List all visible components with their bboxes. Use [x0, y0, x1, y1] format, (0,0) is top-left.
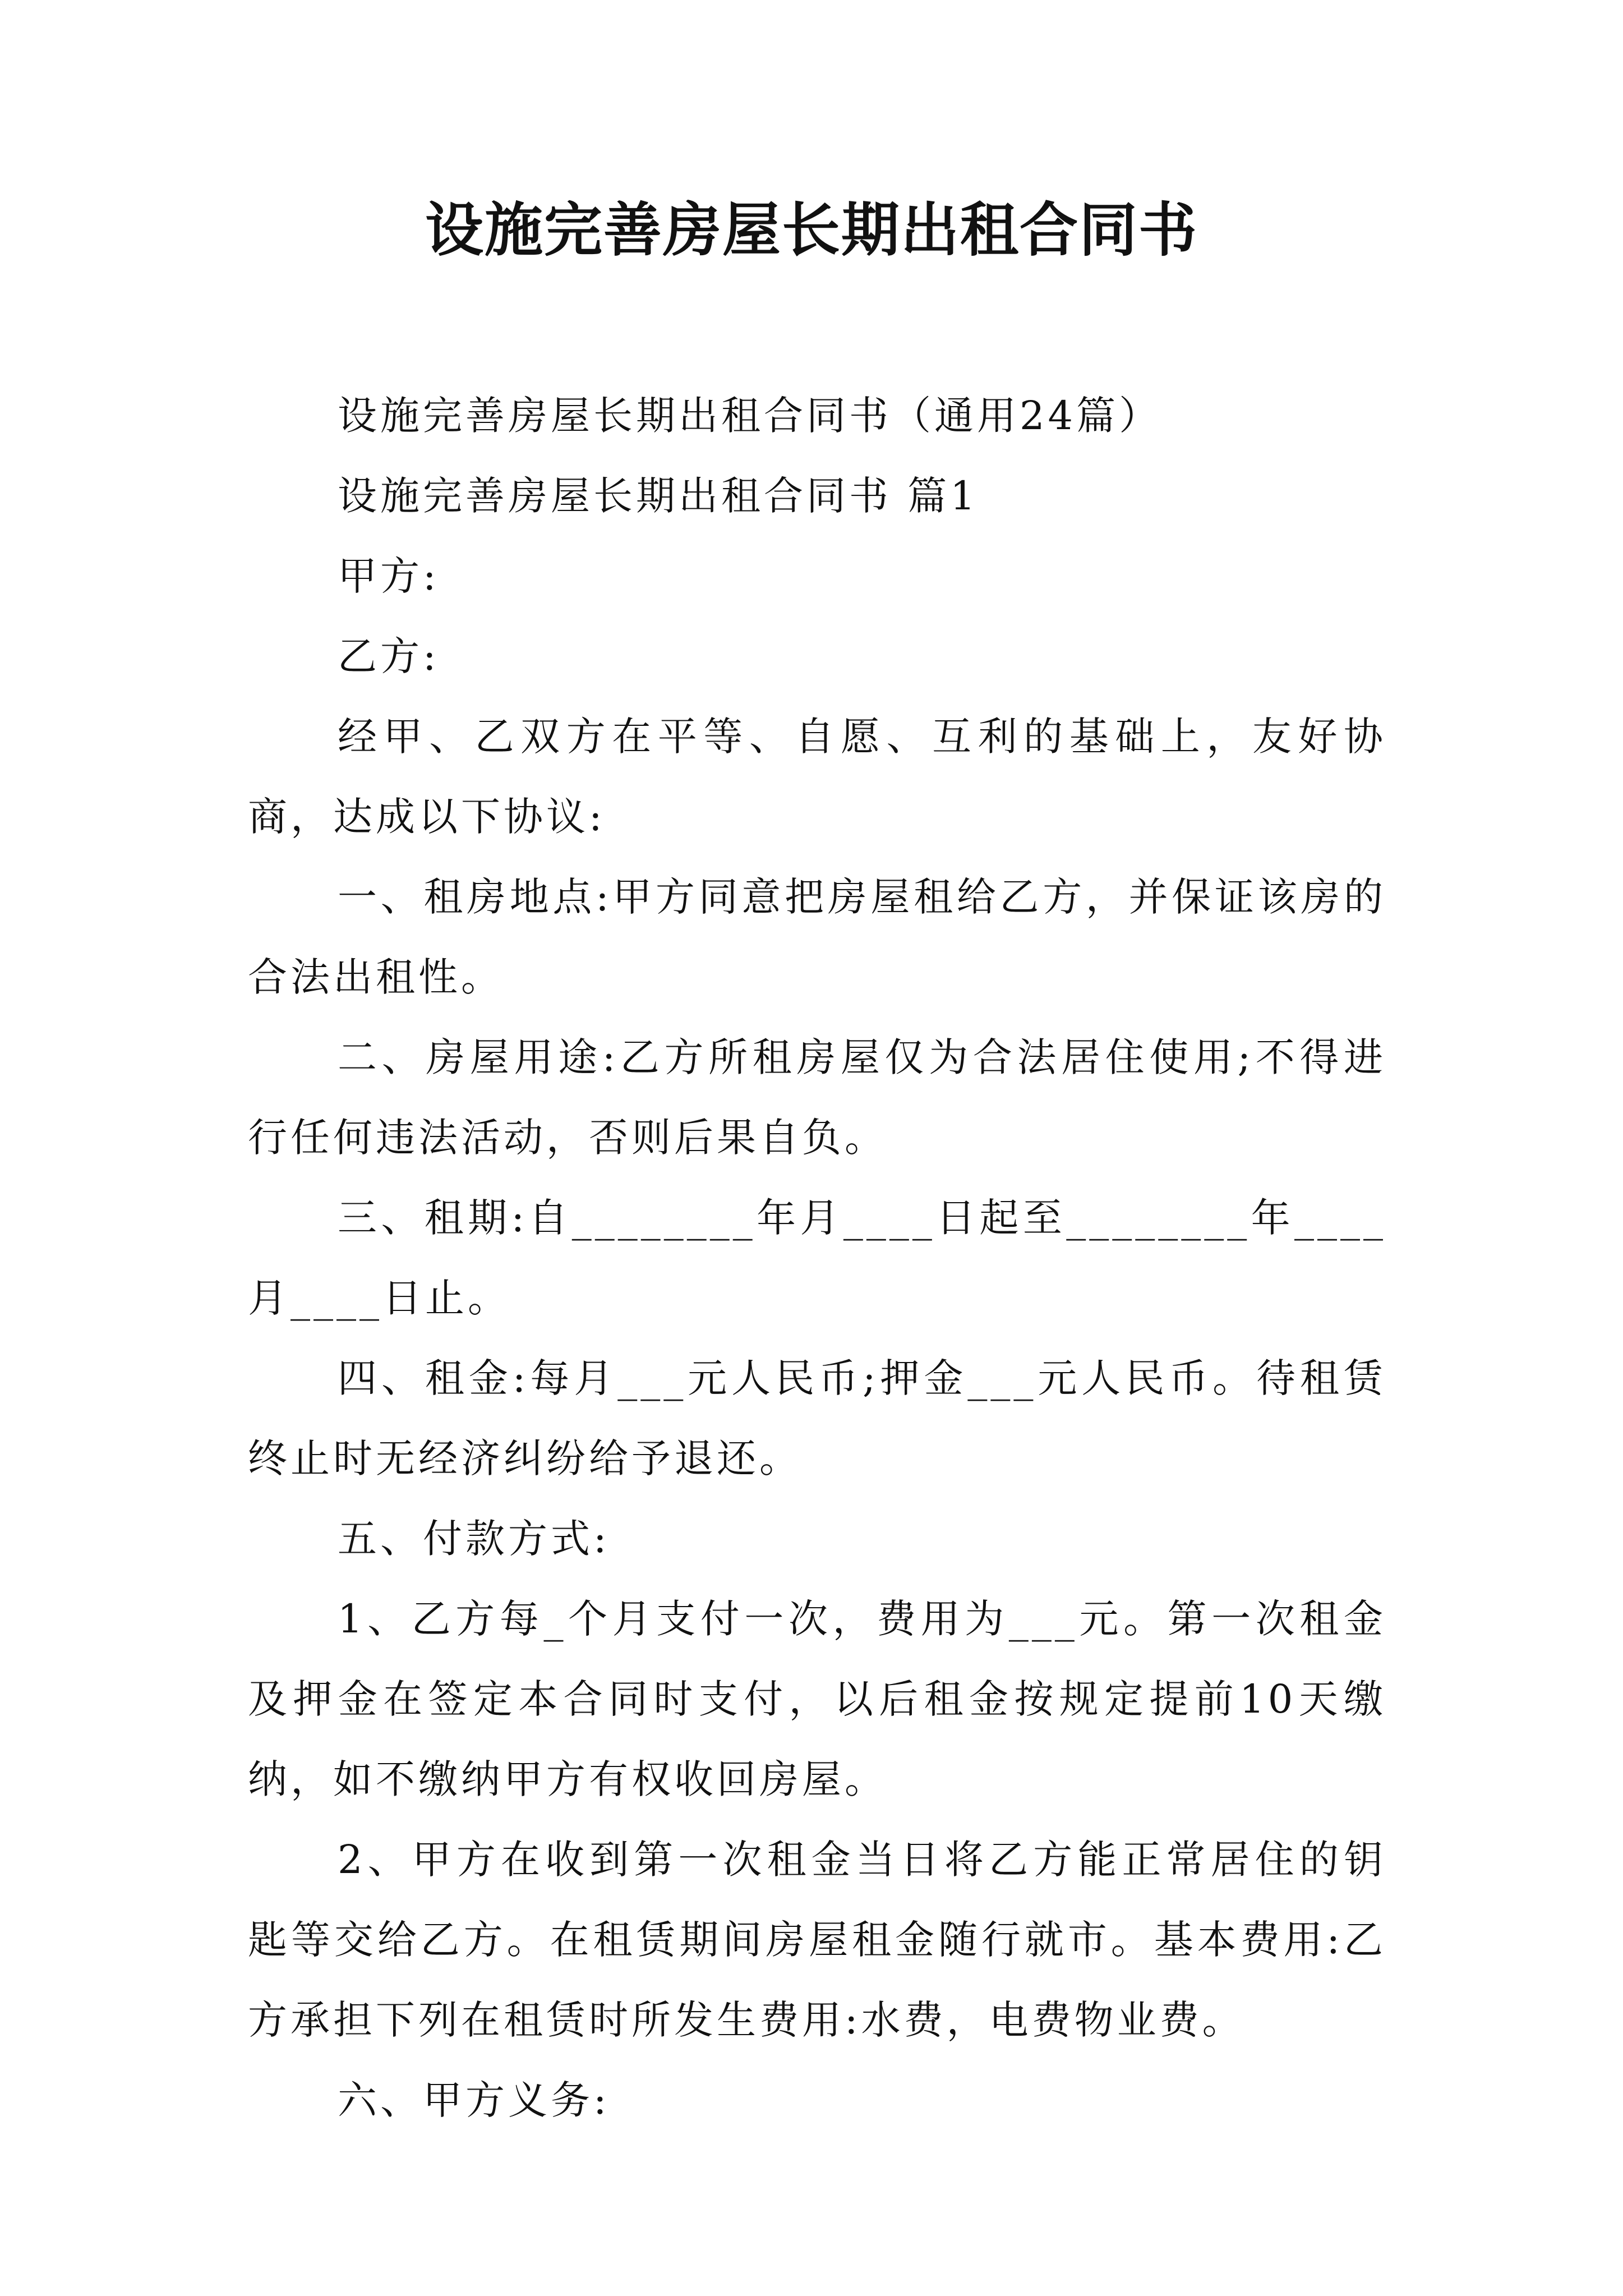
paragraph-clause-6: 六、甲方义务: — [338, 2077, 610, 2123]
document-body — [248, 376, 1386, 2141]
paragraph-clause-5-1: 1、乙方每_个月支付一次，费用为___元。第一次租金及押金在签定本合同时支付，以后租金按规定提前10天缴纳，如不缴纳甲方有权收回房屋。 — [248, 1596, 1386, 1802]
paragraph-section-heading: 设施完善房屋长期出租合同书 篇1 — [338, 473, 979, 519]
paragraph-preamble: 经甲、乙双方在平等、自愿、互利的基础上，友好协商，达成以下协议: — [248, 714, 1386, 840]
paragraph-clause-5: 五、付款方式: — [338, 1516, 610, 1562]
paragraph-party-b: 乙方: — [338, 633, 440, 679]
paragraph-clause-5-2: 2、甲方在收到第一次租金当日将乙方能正常居住的钥匙等交给乙方。在租赁期间房屋租金随行就市。基本费用:乙方承担下列在租赁时所发生费用:水费，电费物业费。 — [248, 1837, 1386, 2043]
paragraph-party-a: 甲方: — [338, 553, 440, 599]
paragraph-subtitle: 设施完善房屋长期出租合同书（通用24篇） — [338, 393, 1162, 439]
document-title: 设施完善房屋长期出租合同书 — [425, 195, 1198, 264]
paragraph-clause-1: 一、租房地点:甲方同意把房屋租给乙方，并保证该房的合法出租性。 — [248, 874, 1386, 1000]
paragraph-clause-2: 二、房屋用途:乙方所租房屋仅为合法居住使用;不得进行任何违法活动，否则后果自负。 — [248, 1034, 1386, 1161]
paragraph-clause-4: 四、租金:每月___元人民币;押金___元人民币。待租赁终止时无经济纠纷给予退还。 — [248, 1355, 1386, 1481]
paragraph-clause-3: 三、租期:自________年月____日起至________年____月____日止。 — [248, 1195, 1386, 1321]
